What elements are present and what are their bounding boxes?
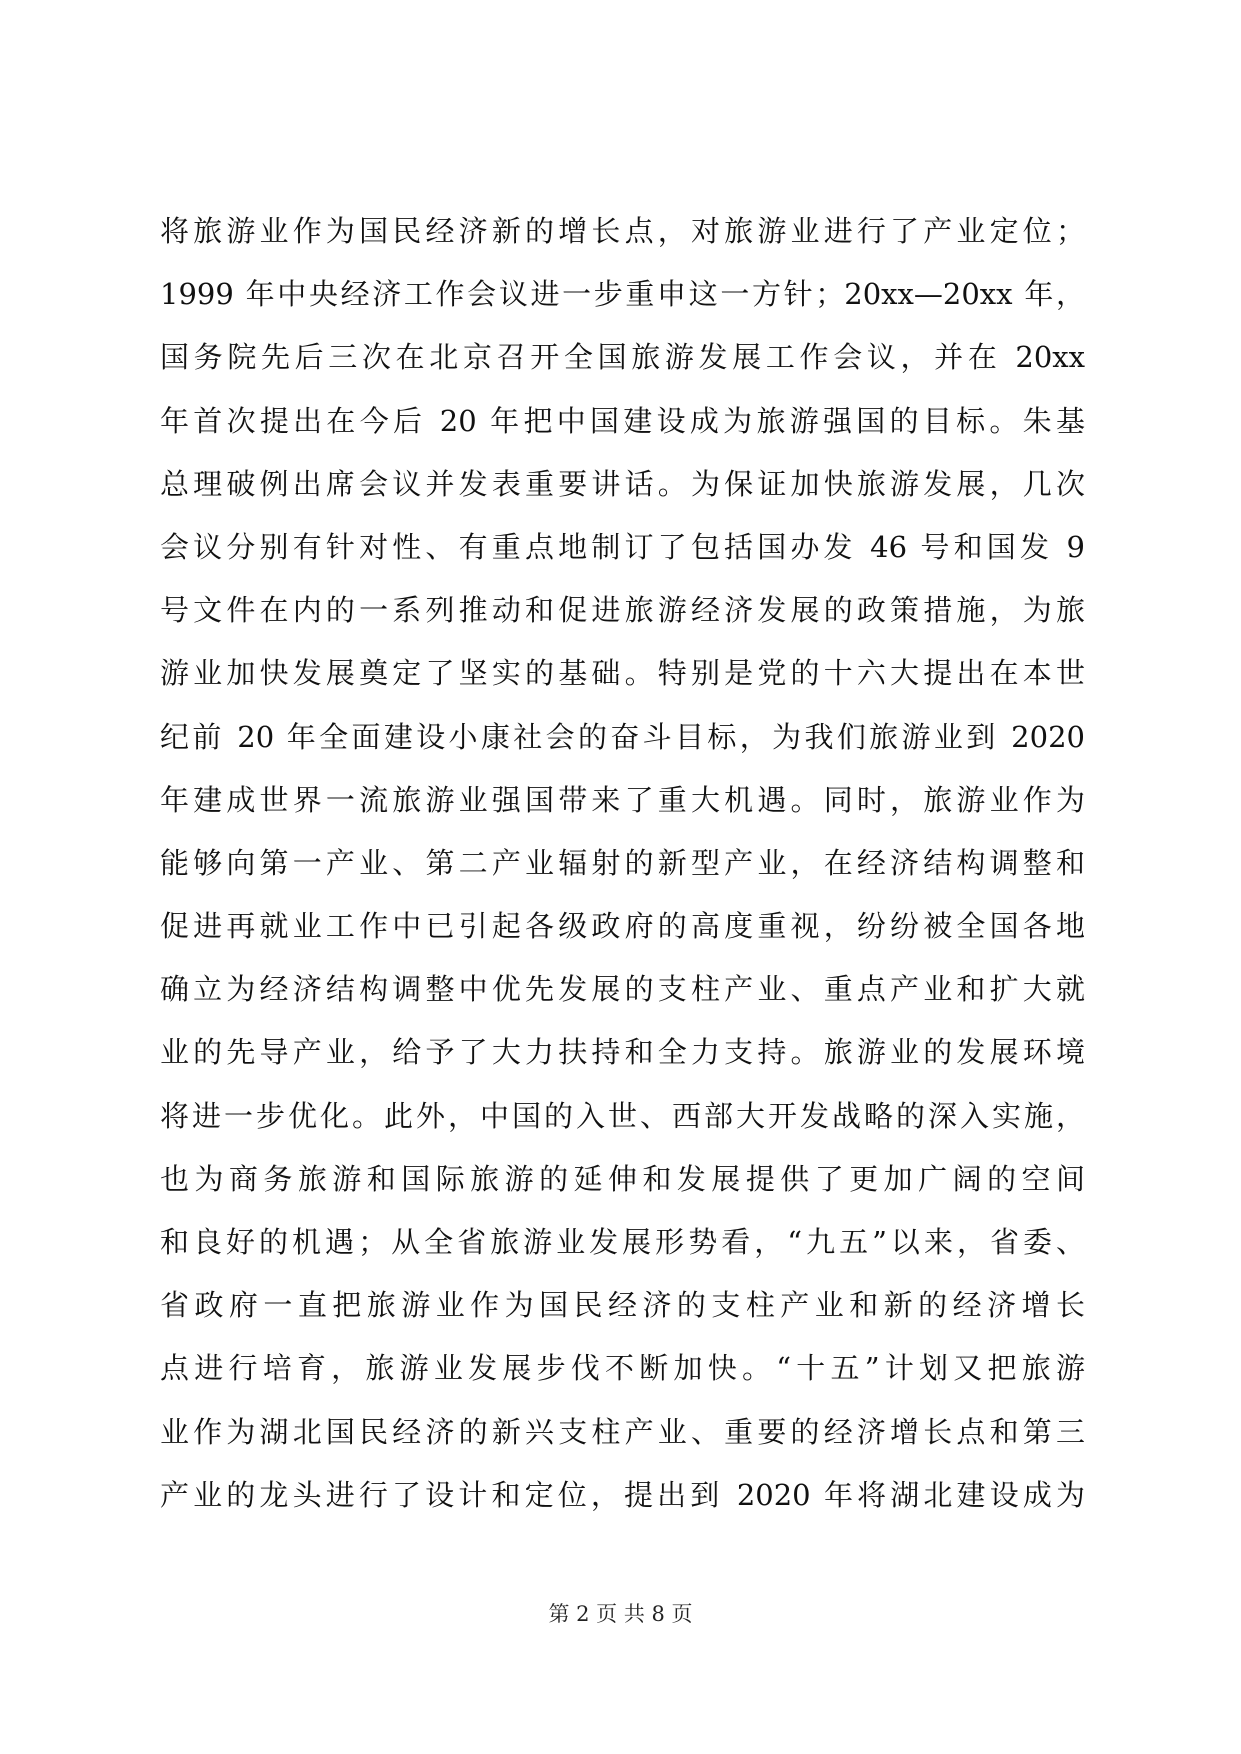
text-line: 纪前 20 年全面建设小康社会的奋斗目标，为我们旅游业到 2020 [160, 719, 1085, 754]
text-line: 将旅游业作为国民经济新的增长点，对旅游业进行了产业定位； [160, 214, 1085, 248]
text-line: 将进一步优化。此外，中国的入世、西部大开发战略的深入实施， [160, 1098, 1085, 1133]
text-line: 能够向第一产业、第二产业辐射的新型产业，在经济结构调整和 [160, 845, 1085, 880]
text-line: 产业的龙头进行了设计和定位，提出到 2020 年将湖北建设成为 [160, 1477, 1085, 1512]
text-line: 年首次提出在今后 20 年把中国建设成为旅游强国的目标。朱基 [160, 403, 1085, 438]
text-line: 总理破例出席会议并发表重要讲话。为保证加快旅游发展，几次 [160, 466, 1085, 501]
text-line: 年建成世界一流旅游业强国带来了重大机遇。同时，旅游业作为 [160, 782, 1085, 817]
page-number-label: 第 2 页 共 8 页 [548, 1602, 693, 1626]
text-line: 游业加快发展奠定了坚实的基础。特别是党的十六大提出在本世 [160, 656, 1085, 691]
text-line: 1999 年中央经济工作会议进一步重申这一方针；20xx—20xx 年， [160, 277, 1085, 312]
text-line: 促进再就业工作中已引起各级政府的高度重视，纷纷被全国各地 [160, 909, 1085, 944]
body-text [160, 200, 1085, 1527]
text-line: 点进行培育，旅游业发展步伐不断加快。“十五”计划又把旅游 [160, 1351, 1085, 1386]
text-line: 业的先导产业，给予了大力扶持和全力支持。旅游业的发展环境 [160, 1035, 1085, 1070]
text-line: 号文件在内的一系列推动和促进旅游经济发展的政策措施，为旅 [160, 593, 1085, 628]
text-line: 省政府一直把旅游业作为国民经济的支柱产业和新的经济增长 [160, 1288, 1085, 1323]
text-line: 和良好的机遇；从全省旅游业发展形势看，“九五”以来，省委、 [160, 1225, 1085, 1259]
text-line: 国务院先后三次在北京召开全国旅游发展工作会议，并在 20xx [160, 340, 1085, 375]
text-line: 也为商务旅游和国际旅游的延伸和发展提供了更加广阔的空间 [160, 1161, 1085, 1196]
page-footer [0, 1598, 1241, 1628]
text-line: 会议分别有针对性、有重点地制订了包括国办发 46 号和国发 9 [160, 529, 1085, 564]
text-line: 确立为经济结构调整中优先发展的支柱产业、重点产业和扩大就 [160, 972, 1085, 1007]
text-line: 业作为湖北国民经济的新兴支柱产业、重要的经济增长点和第三 [160, 1414, 1085, 1449]
